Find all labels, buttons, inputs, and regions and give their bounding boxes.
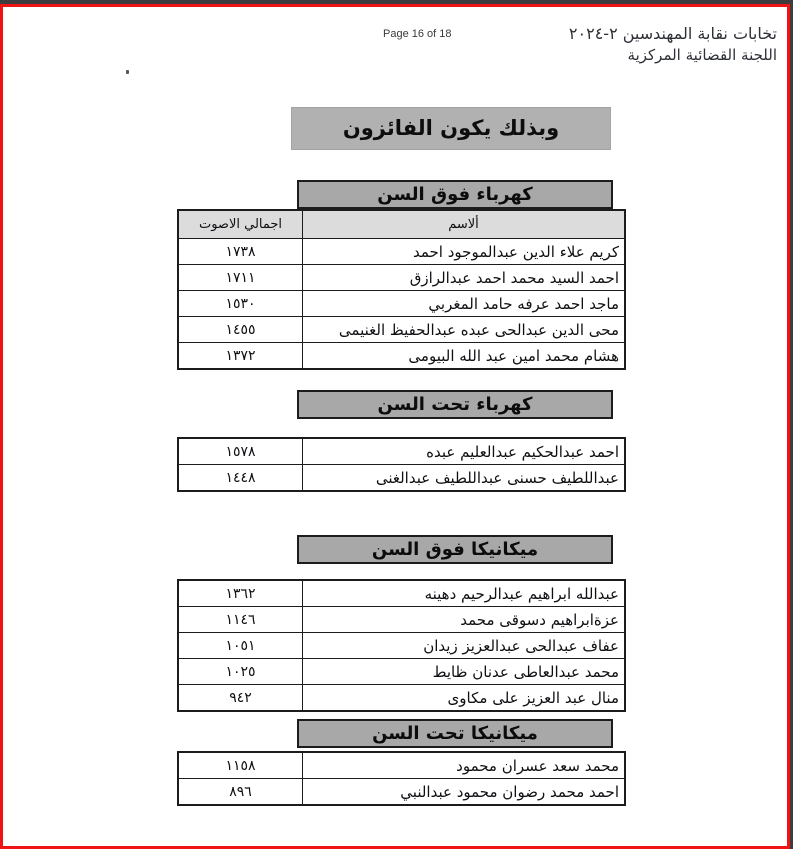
results-table <box>177 437 626 492</box>
votes-count-cell: ١٥٣٠ <box>178 291 303 317</box>
scan-frame-top <box>0 0 793 4</box>
candidate-name-cell: محمد سعد عسران محمود <box>303 752 626 779</box>
candidate-name-cell: عفاف عبدالحى عبدالعزيز زيدان <box>303 633 626 659</box>
winners-title-banner: وبذلك يكون الفائزون <box>291 107 611 150</box>
section-title-bar: كهرباء تحت السن <box>297 390 613 419</box>
table-row <box>178 659 625 685</box>
candidate-name-cell: محمد عبدالعاطى عدنان ظايط <box>303 659 626 685</box>
candidate-name-cell: هشام محمد امين عبد الله البيومى <box>303 343 626 370</box>
header-committee-line: اللجنة القضائية المركزية <box>627 46 777 65</box>
candidate-name-cell: احمد السيد محمد احمد عبدالرازق <box>303 265 626 291</box>
name-column-header: ألاسم <box>303 210 626 239</box>
votes-count-cell: ١٣٧٢ <box>178 343 303 370</box>
votes-count-cell: ١٠٥١ <box>178 633 303 659</box>
table-row <box>178 239 625 265</box>
results-table <box>177 209 626 370</box>
table-row <box>178 685 625 712</box>
votes-column-header: اجمالي الاصوت <box>178 210 303 239</box>
winners-section <box>177 390 619 492</box>
candidate-name-cell: عزةابراهيم دسوقى محمد <box>303 607 626 633</box>
table-row <box>178 343 625 370</box>
candidate-name-cell: محى الدين عبدالحى عبده عبدالحفيظ الغنيمى <box>303 317 626 343</box>
votes-count-cell: ٨٩٦ <box>178 779 303 806</box>
section-title-bar: كهرباء فوق السن <box>297 180 613 209</box>
table-row <box>178 633 625 659</box>
votes-count-cell: ١٧١١ <box>178 265 303 291</box>
table-row <box>178 465 625 492</box>
candidate-name-cell: منال عبد العزيز على مكاوى <box>303 685 626 712</box>
winners-section <box>177 719 619 806</box>
table-row <box>178 607 625 633</box>
candidate-name-cell: احمد عبدالحكيم عبدالعليم عبده <box>303 438 626 465</box>
results-table <box>177 579 626 712</box>
votes-count-cell: ١٧٣٨ <box>178 239 303 265</box>
candidate-name-cell: كريم علاء الدين عبدالموجود احمد <box>303 239 626 265</box>
candidate-name-cell: ماجد احمد عرفه حامد المغربي <box>303 291 626 317</box>
section-title-bar: ميكانيكا تحت السن <box>297 719 613 748</box>
votes-count-cell: ١١٤٦ <box>178 607 303 633</box>
winners-section <box>177 535 619 712</box>
candidate-name-cell: عبدالله ابراهيم عبدالرحيم دهينه <box>303 580 626 607</box>
votes-count-cell: ١٤٥٥ <box>178 317 303 343</box>
table-row <box>178 265 625 291</box>
header-title-line: تخابات نقابة المهندسين ٢-٢٠٢٤ <box>568 24 777 43</box>
table-row <box>178 752 625 779</box>
table-header-row <box>178 210 625 239</box>
votes-count-cell: ٩٤٢ <box>178 685 303 712</box>
votes-count-cell: ١٠٢٥ <box>178 659 303 685</box>
candidate-name-cell: عبداللطيف حسنى عبداللطيف عبدالغنى <box>303 465 626 492</box>
winners-section <box>177 180 619 370</box>
votes-count-cell: ١٤٤٨ <box>178 465 303 492</box>
page-number-label: Page 16 of 18 <box>383 28 452 40</box>
document-header <box>569 22 777 67</box>
votes-count-cell: ١٣٦٢ <box>178 580 303 607</box>
candidate-name-cell: احمد محمد رضوان محمود عبدالنبي <box>303 779 626 806</box>
table-row <box>178 438 625 465</box>
results-table <box>177 751 626 806</box>
ink-speck <box>126 70 129 74</box>
votes-count-cell: ١٥٧٨ <box>178 438 303 465</box>
votes-count-cell: ١١٥٨ <box>178 752 303 779</box>
table-row <box>178 779 625 806</box>
table-row <box>178 291 625 317</box>
table-row <box>178 580 625 607</box>
section-title-bar: ميكانيكا فوق السن <box>297 535 613 564</box>
table-row <box>178 317 625 343</box>
